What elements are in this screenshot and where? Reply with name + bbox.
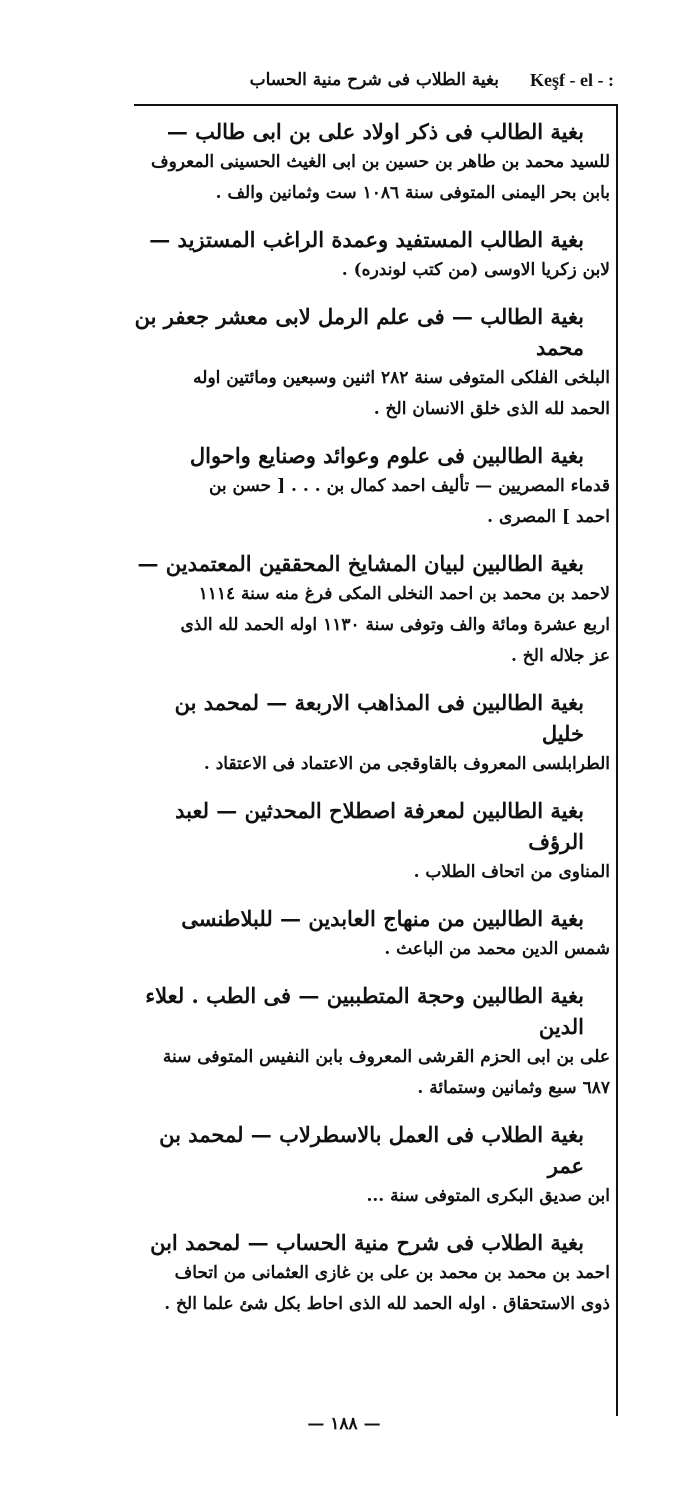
entry-title: بغية الطلاب فى العمل بالاسطرلاب — لمحمد بن عمر <box>159 1122 584 1178</box>
entry <box>134 440 610 533</box>
margin-rule <box>616 106 618 1416</box>
entry-title: بغية الطالب فى ذكر اولاد على بن ابى طالب — <box>166 119 584 144</box>
entry-text-line: احمد بن محمد بن محمد بن على بن غازى العثمانى من اتحاف <box>174 1263 610 1283</box>
page-number: — ١٨٨ — <box>307 1414 381 1434</box>
entry-title: بغية الطالب المستفيد وعمدة الراغب المستزيد — <box>149 227 584 252</box>
entry-text-line: على بن ابى الحزم القرشى المعروف بابن النفيس المتوفى سنة <box>162 1047 610 1067</box>
entry <box>134 224 610 286</box>
entry <box>134 980 610 1104</box>
entry-title: بغية الطلاب فى شرح منية الحساب — لمحمد ابن <box>150 1230 584 1255</box>
entry-text-line: لاحمد بن محمد بن احمد النخلى المكى فرغ منه سنة ١١١٤ <box>198 584 610 604</box>
entry-title: بغية الطالبين من منهاج العابدين — للبلاطنسى <box>181 906 584 931</box>
entry-text-line: احمد ] المصرى . <box>487 507 610 527</box>
entry-text-line: بابن بحر اليمنى المتوفى سنة ١٠٨٦ ست وثمانين والف . <box>215 183 610 203</box>
entry-text-line: شمس الدين محمد من الباعث . <box>384 939 610 959</box>
entry-title: بغية الطالبين لبيان المشايخ المحققين المعتمدين — <box>137 551 584 576</box>
entry-text-line: ٦٨٧ سبع وثمانين وستمائة . <box>417 1078 610 1098</box>
entry-text-line: ابن صديق البكرى المتوفى سنة ... <box>366 1186 610 1206</box>
entry-title: بغية الطالب — فى علم الرمل لابى معشر جعفر بن محمد <box>134 304 584 360</box>
entry <box>134 795 610 888</box>
running-head <box>134 66 614 96</box>
header-rule <box>134 104 618 106</box>
entry-title: بغية الطالبين وحجة المتطببين — فى الطب . لعلاء الدين <box>145 983 584 1039</box>
entry-text-line: عز جلاله الخ . <box>510 646 610 666</box>
running-head-latin-title: Keşf - el - : <box>530 70 614 90</box>
running-head-title: بغية الطلاب فى شرح منية الحساب <box>249 70 499 90</box>
entry <box>134 548 610 672</box>
entry <box>134 301 610 425</box>
entry-title: بغية الطالبين فى علوم وعوائد وصنايع واحوال <box>189 443 584 468</box>
entry-text-line: البلخى الفلكى المتوفى سنة ٢٨٢ اثنين وسبعين ومائتين اوله <box>193 368 610 388</box>
entry <box>134 687 610 780</box>
entry-text-line: المناوى من اتحاف الطلاب . <box>413 862 610 882</box>
entry-text-line: اربع عشرة ومائة والف وتوفى سنة ١١٣٠ اوله الحمد لله الذى <box>180 615 610 635</box>
entry-text-line: لابن زكريا الاوسى (من كتب لوندره) . <box>341 260 610 280</box>
entry <box>134 1119 610 1212</box>
entry-text-line: قدماء المصريين — تأليف احمد كمال بن . . . [ حسن بن <box>208 476 610 496</box>
entry-title: بغية الطالبين لمعرفة اصطلاح المحدثين — لعبد الرؤف <box>175 798 584 854</box>
entry-text-line: ذوى الاستحقاق . اوله الحمد لله الذى احاط بكل شئ علما الخ . <box>164 1294 610 1314</box>
entry-text-line: للسيد محمد بن طاهر بن حسين بن ابى الغيث الحسينى المعروف <box>150 152 610 172</box>
entry-list <box>134 116 610 1335</box>
entry-title: بغية الطالبين فى المذاهب الاربعة — لمحمد بن خليل <box>174 690 584 746</box>
entry-text-line: الحمد لله الذى خلق الانسان الخ . <box>373 399 610 419</box>
entry <box>134 116 610 209</box>
entry <box>134 1227 610 1320</box>
entry <box>134 903 610 965</box>
entry-text-line: الطرابلسى المعروف بالقاوقجى من الاعتماد فى الاعتقاد . <box>203 754 610 774</box>
